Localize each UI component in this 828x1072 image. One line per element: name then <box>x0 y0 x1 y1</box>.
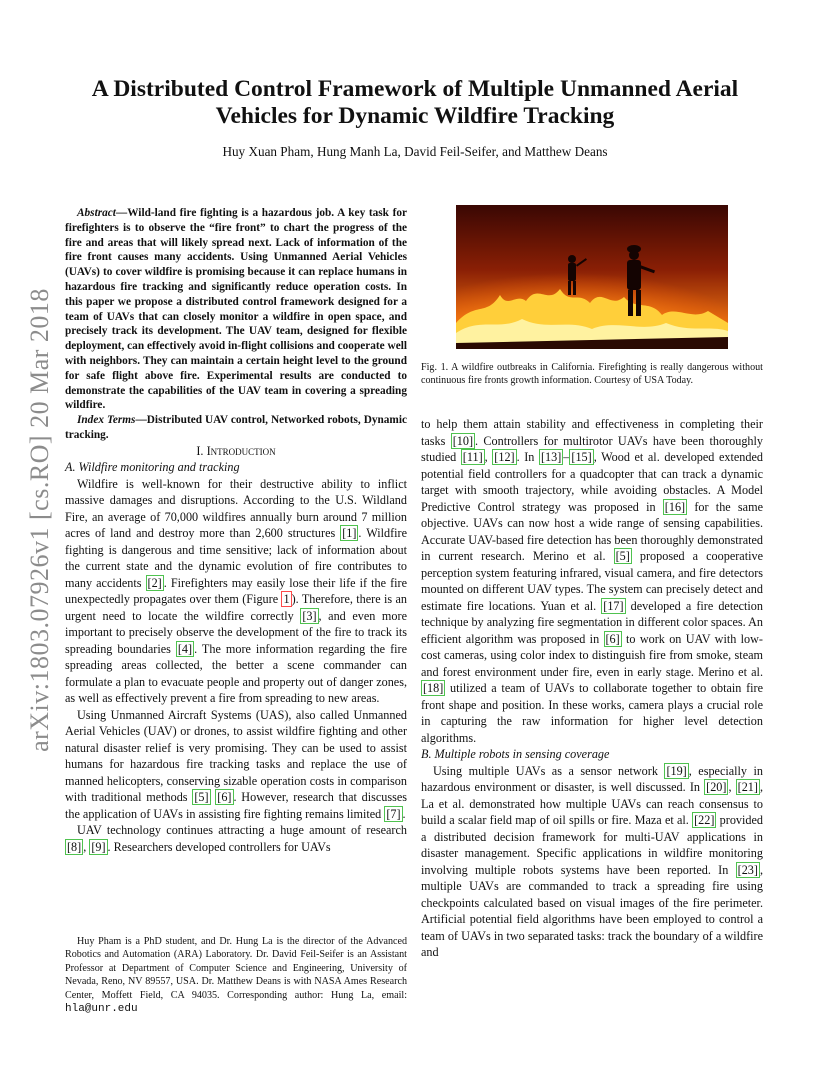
text-span: Using multiple UAVs as a sensor network <box>433 763 665 778</box>
index-terms <box>65 413 407 443</box>
text-span: Using Unmanned Aircraft Systems (UAS), also called Unmanned Aerial Vehicles (UAV) or drones, to assist wildfire fighting and other natural disaster relief is very promising. They can be used to assist humans for hazardous fire tracking tasks and replace the use of manned helicopters, conserving sizable operation costs in comparison with traditional methods <box>65 707 407 805</box>
index-terms-text: —Distributed UAV control, Networked robots, Dynamic tracking. <box>65 414 407 441</box>
section-heading: I. Introduction <box>196 443 276 458</box>
citation-link[interactable]: [2] <box>147 575 162 590</box>
citation-link[interactable]: [7] <box>386 806 401 821</box>
text-span: Wildfire is well-known for their destructive ability to inflict massive damages and disruptions. According to the U.S. Wildland Fire, an average of 70,000 wildfires annually burn around 7 million acres of land and destroy more than 2,600 structures <box>65 476 407 541</box>
citation-link[interactable]: [12] <box>494 450 515 464</box>
citation-link[interactable]: [1] <box>342 526 357 541</box>
intro-paragraph-3 <box>65 822 407 855</box>
text-span: , <box>728 780 736 794</box>
text-span: . Controllers for multirotor UAVs have been thoroughly studied <box>421 433 764 464</box>
text-span: to help them attain stability and effectiveness in completing their tasks <box>421 417 763 448</box>
citation-link[interactable]: [4] <box>177 641 193 656</box>
text-span: . Wildfire fighting is dangerous and time sensitive; lack of information about the current state and the dynamic evolution of fire contributes to many accidents <box>65 526 407 590</box>
text-span: , especially in hazardous environment or disaster, is well discussed. In <box>421 763 763 794</box>
citation-link[interactable]: [8] <box>67 839 82 854</box>
citation-link[interactable]: [5] <box>194 790 209 805</box>
text-span: . Firefighters may easily lose their life if the fire unexpectedly propagates over them (Figure <box>65 575 407 607</box>
arxiv-stamp <box>22 280 58 760</box>
subsection-heading-b: B. Multiple robots in sensing coverage <box>421 747 610 761</box>
text-span: , La et al. demonstrated how multiple UAVs can reach consensus to build a scalar field map of oil spills or fire. Maza et al. <box>421 780 764 827</box>
intro-paragraph-1 <box>65 476 407 707</box>
text-span: . In <box>516 450 539 464</box>
text-span: . However, research that discusses the application of UAVs in assisting fire fighting remains limited <box>65 790 407 821</box>
text-span: utilized a team of UAVs to collaborate together to obtain fire front shape and position. In these works, camera plays a crucial role in capturing the raw information for higher level detection algorithms. <box>421 681 763 745</box>
subsection-heading-a: A. Wildfire monitoring and tracking <box>65 460 240 475</box>
text-span: developed a fire detection technique by analyzing fire segmentation in different color spaces. An efficient algorithm was proposed in <box>421 598 763 646</box>
text-span: ). Therefore, there is an urgent need to locate the wildfire correctly <box>65 592 407 623</box>
email-link[interactable]: hla@unr.edu <box>65 1003 138 1016</box>
citation-link[interactable]: [21] <box>737 780 758 794</box>
intro-paragraph-2 <box>65 707 407 823</box>
citation-link[interactable]: [5] <box>615 549 630 563</box>
text-span: . The more information regarding the fire spreading areas collected, the better a scene commander can formulate a plan to evacuate people and property out of danger zones, as well as effectively prevent a fire from spreading to new areas. <box>65 641 407 706</box>
text-span: UAV technology continues attracting a huge amount of research <box>77 823 407 838</box>
citation-link[interactable]: [3] <box>302 608 317 623</box>
right-column <box>421 416 763 961</box>
citation-link[interactable]: [11] <box>462 450 483 464</box>
abstract-text: —Wild-land fire fighting is a hazardous job. A key task for firefighters is to observe the “fire front” to chart the progress of the fire and areas that will likely spread next. Lack of information of the fire front causes many accidents. Using Unmanned Aerial Vehicles (UAVs) to cover wildfire is promising because it can replace humans in hazardous fire tracking and significantly reduce operation costs. In this paper we propose a distributed control framework designed for a team of UAVs that can closely monitor a wildfire in open space, and precisely track its development. The UAV team, designed for flexible deployment, can effectively avoid in-flight collisions and cooperate well with neighbors. They can maintain a certain height level to the ground for safe flight above fire. Experimental results are conducted to demonstrate the capabilities of the UAV team in covering a spreading wildfire. <box>65 207 407 412</box>
text-span: to work on UAV with low-cost cameras, using color index to distinguish fire from smoke, steam and forest environment under fire, even in early stage. Merino et al. <box>421 631 763 679</box>
left-column <box>65 206 407 855</box>
citation-link[interactable]: [19] <box>666 763 687 778</box>
wildfire-photo <box>456 205 728 349</box>
text-span: , Wood et al. developed extended potential field controllers for a quadcopter that can track a dynamic target with smooth trajectory, while avoiding obstacles. A Model Predictive Control strategy was proposed in <box>421 450 763 514</box>
citation-link[interactable]: [23] <box>737 862 758 877</box>
text-span: . Researchers developed controllers for UAVs <box>107 839 331 854</box>
citation-link[interactable]: [20] <box>706 780 727 794</box>
author-footnote <box>65 935 407 1016</box>
text-span: , multiple UAVs are commanded to track a spreading fire using checkpoints calculated based on visual images of the fire perimeter. Artificial potential field algorithms have been employed to control a team of UAVs in two separated tasks: track the boundary of a wildfire and <box>421 862 763 959</box>
text-span: Huy Pham is a PhD student, and Dr. Hung La is the director of the Advanced Robotics and Automation (ARA) Laboratory. Dr. David Feil-Seifer is an Assistant Professor at Department of Computer Science and Engineering, University of Nevada, Reno, NV 89557, USA. Dr. Matthew Deans is with NASA Ames Research Center, Moffett Field, CA 94035. Corresponding author: Hung La, email: <box>65 936 407 1001</box>
text-span: , <box>83 839 90 854</box>
right-paragraph-1 <box>421 416 763 746</box>
citation-link[interactable]: [17] <box>603 598 624 613</box>
figure-ref-link[interactable]: 1 <box>283 592 290 607</box>
text-span: for the same objective. UAVs can now host a wide range of sensing capabilities. Accurate UAV-based fire detection has been thoroughly demonstrated in current research. Merino et al. <box>421 499 763 563</box>
text-span: . <box>402 806 406 821</box>
abstract <box>65 206 407 413</box>
text-span: , and even more important to precisely observe the development of the fire to track its spreading boundaries <box>65 608 407 656</box>
arxiv-id: arXiv:1803.07926v1 [cs.RO] 20 Mar 2018 <box>25 288 54 752</box>
citation-link[interactable]: [10] <box>452 433 474 448</box>
author-list: Huy Xuan Pham, Hung Manh La, David Feil-Seifer, and Matthew Deans <box>222 144 608 159</box>
paper-title: A Distributed Control Framework of Multiple Unmanned Aerial Vehicles for Dynamic Wildfire Tracking <box>91 76 739 129</box>
citation-link[interactable]: [18] <box>423 681 444 695</box>
citation-link[interactable]: [15] <box>571 450 592 464</box>
text-span: provided a distributed decision framework for multi-UAV applications in disaster management. Specific applications in wildfire monitoring involving multiple robots systems have been reported. In <box>421 813 764 877</box>
right-paragraph-2 <box>421 763 763 961</box>
citation-link[interactable]: [6] <box>217 790 232 805</box>
index-terms-label: Index Terms <box>77 414 136 427</box>
citation-link[interactable]: [16] <box>664 499 686 514</box>
text-span: – <box>563 450 570 464</box>
text-span: proposed a cooperative perception system featuring infrared, visual camera, and fire detectors mounted on different UAV types. The system can precisely detect and estimate fire locations. Yuan et al. <box>421 549 763 613</box>
citation-link[interactable]: [13] <box>540 450 562 464</box>
citation-link[interactable]: [9] <box>91 839 106 854</box>
citation-link[interactable]: [6] <box>605 631 620 646</box>
figure-caption: Fig. 1. A wildfire outbreaks in California. Firefighting is really dangerous without continuous fire fronts growth information. Courtesy of USA Today. <box>421 362 763 387</box>
text-span: , <box>484 450 493 464</box>
citation-link[interactable]: [22] <box>694 813 715 827</box>
abstract-label: Abstract <box>77 207 116 219</box>
footnote-text <box>65 935 407 1016</box>
